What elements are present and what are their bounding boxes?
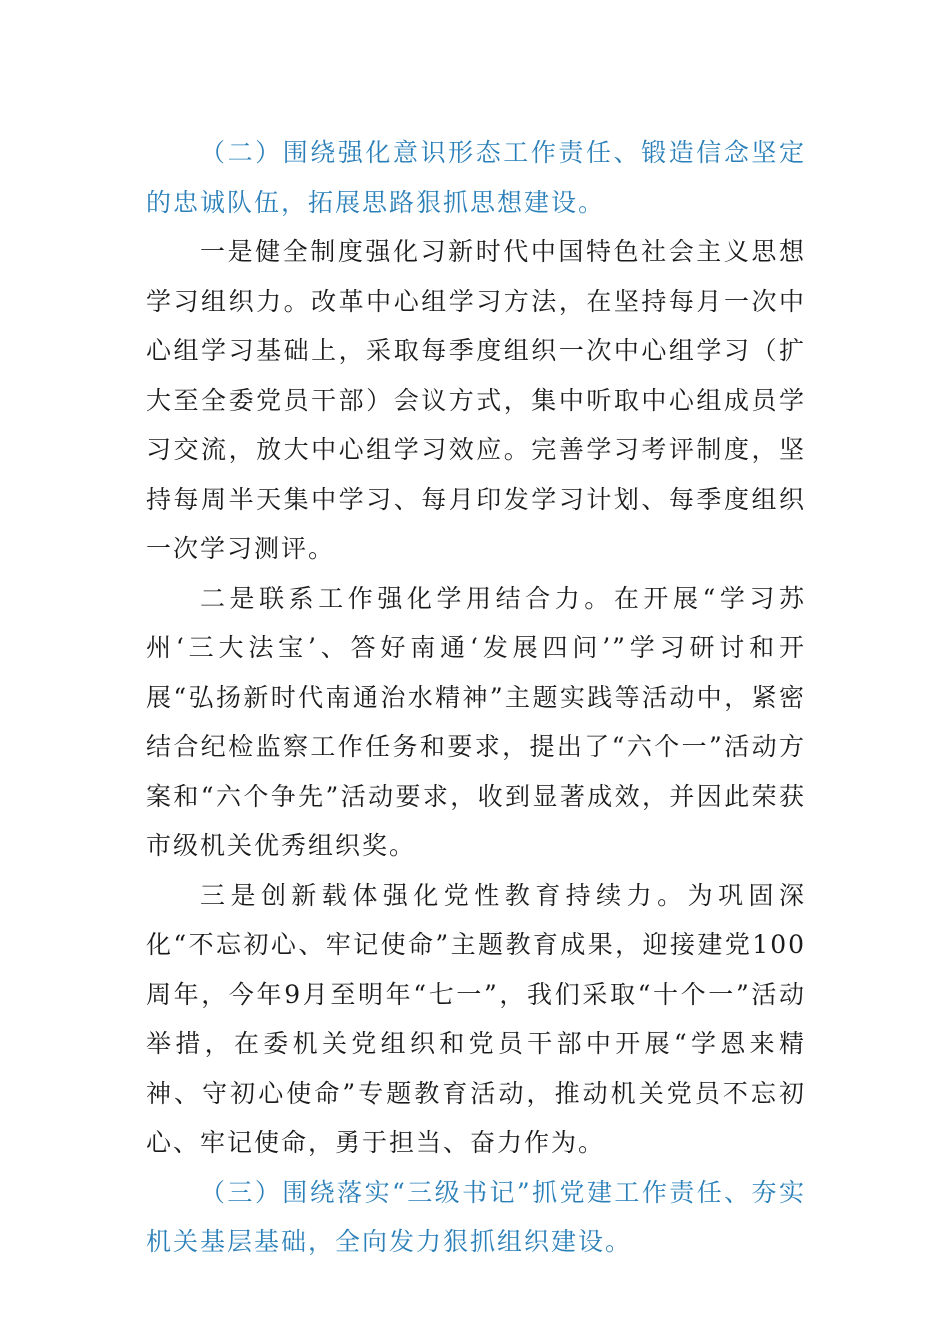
body-paragraph-three: 三是创新载体强化党性教育持续力。为巩固深化“不忘初心、牢记使命”主题教育成果，迎接建党100周年，今年9月至明年“七一”，我们采取“十个一”活动举措，在委机关党组织和党员干部中开展“学恩来精神、守初心使命”专题教育活动，推动机关党员不忘初心、牢记使命，勇于担当、奋力作为。 (146, 880, 806, 1157)
body-paragraph-two: 二是联系工作强化学用结合力。在开展“学习苏州‘三大法宝’、答好南通‘发展四问’”学习研讨和开展“弘扬新时代南通治水精神”主题实践等活动中，紧密结合纪检监察工作任务和要求，提出了“六个一”活动方案和“六个争先”活动要求，收到显著成效，并因此荣获市级机关优秀组织奖。 (146, 583, 806, 860)
section-heading-two: （二）围绕强化意识形态工作责任、锻造信念坚定的忠诚队伍，拓展思路狠抓思想建设。 (146, 138, 806, 217)
document-body (146, 128, 806, 1267)
body-paragraph-one: 一是健全制度强化习新时代中国特色社会主义思想学习组织力。改革中心组学习方法，在坚持每月一次中心组学习基础上，采取每季度组织一次中心组学习（扩大至全委党员干部）会议方式，集中听取中心组成员学习交流，放大中心组学习效应。完善学习考评制度，坚持每周半天集中学习、每月印发学习计划、每季度组织一次学习测评。 (146, 237, 806, 563)
section-heading-three: （三）围绕落实“三级书记”抓党建工作责任、夯实机关基层基础，全向发力狠抓组织建设。 (146, 1177, 806, 1256)
